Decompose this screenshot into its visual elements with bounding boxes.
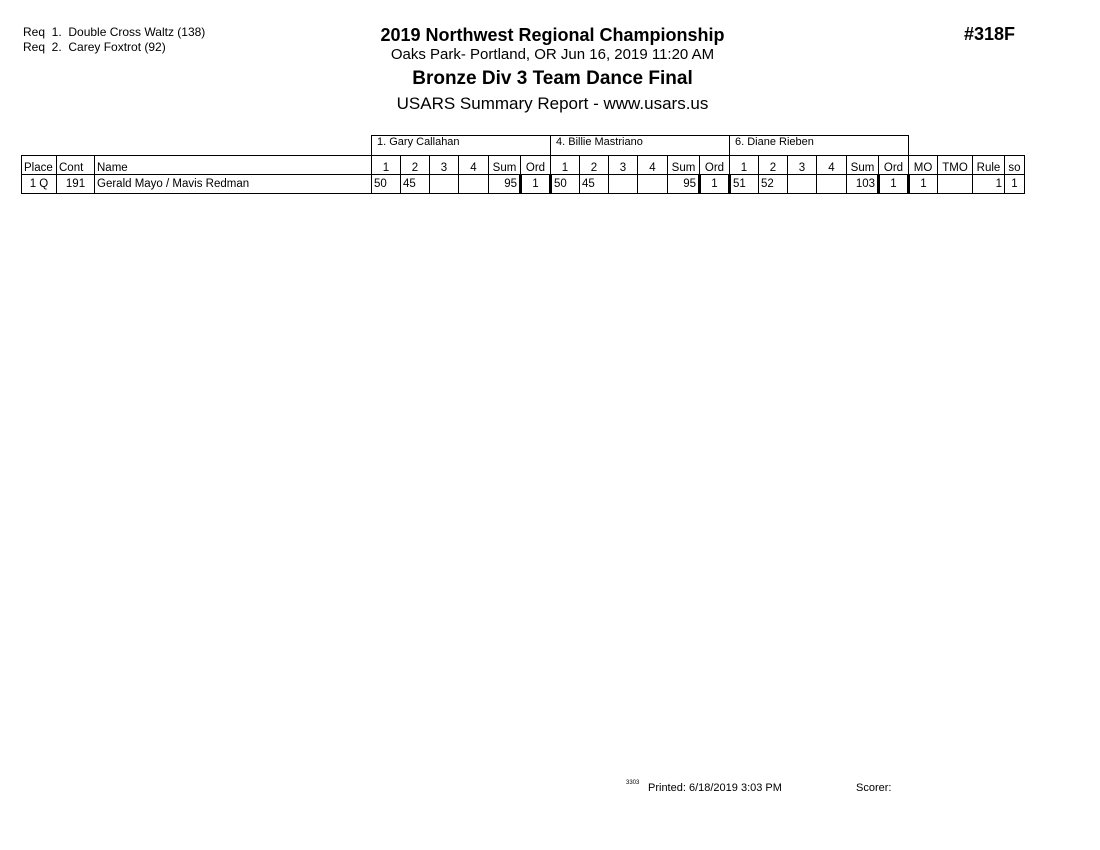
row-j2-3 <box>609 175 638 194</box>
col-cont: Cont <box>57 156 95 175</box>
row-j3-sum: 103 <box>847 175 879 194</box>
row-j1-4 <box>459 175 489 194</box>
col-j3-2: 2 <box>759 156 788 175</box>
row-j3-3 <box>788 175 817 194</box>
row-j3-ord: 1 <box>879 175 909 194</box>
col-rule: Rule <box>973 156 1005 175</box>
row-j2-2: 45 <box>580 175 609 194</box>
row-j2-sum: 95 <box>668 175 700 194</box>
row-place: 1 Q <box>22 175 57 194</box>
row-cont: 191 <box>57 175 95 194</box>
judge-2-name: 4. Billie Mastriano <box>551 136 730 156</box>
judge-3-name: 6. Diane Rieben <box>730 136 909 156</box>
results-table <box>21 135 1025 194</box>
row-j1-3 <box>430 175 459 194</box>
row-j2-1: 50 <box>551 175 580 194</box>
row-so: 1 <box>1005 175 1025 194</box>
judge-1-name: 1. Gary Callahan <box>372 136 551 156</box>
competition-location: Oaks Park- Portland, OR Jun 16, 2019 11:20 AM <box>390 46 715 63</box>
col-j3-ord: Ord <box>879 156 909 175</box>
col-j1-3: 3 <box>430 156 459 175</box>
col-j2-sum: Sum <box>668 156 700 175</box>
col-mo: MO <box>909 156 938 175</box>
report-subtitle: USARS Summary Report - www.usars.us <box>396 94 709 113</box>
col-j1-ord: Ord <box>521 156 551 175</box>
col-j2-2: 2 <box>580 156 609 175</box>
row-j3-1: 51 <box>730 175 759 194</box>
requirements-list <box>23 25 205 55</box>
col-j2-1: 1 <box>551 156 580 175</box>
row-tmo <box>938 175 973 194</box>
row-name: Gerald Mayo / Mavis Redman <box>95 175 372 194</box>
col-so: so <box>1005 156 1025 175</box>
col-j3-4: 4 <box>817 156 847 175</box>
col-j3-sum: Sum <box>847 156 879 175</box>
row-j1-2: 45 <box>401 175 430 194</box>
col-j1-2: 2 <box>401 156 430 175</box>
judge-row-spacer <box>22 136 372 156</box>
row-j1-ord: 1 <box>521 175 551 194</box>
requirement-2: Req 2. Carey Foxtrot (92) <box>23 40 166 54</box>
col-j1-4: 4 <box>459 156 489 175</box>
col-j2-3: 3 <box>609 156 638 175</box>
judge-header-row <box>22 136 1025 156</box>
col-name: Name <box>95 156 372 175</box>
table-row <box>22 175 1025 194</box>
footer-printed: Printed: 6/18/2019 3:03 PM <box>648 782 782 794</box>
col-tmo: TMO <box>938 156 973 175</box>
event-title: Bronze Div 3 Team Dance Final <box>412 68 693 89</box>
row-j2-ord: 1 <box>700 175 730 194</box>
col-j1-1: 1 <box>372 156 401 175</box>
event-number: #318F <box>964 24 1016 44</box>
col-j3-1: 1 <box>730 156 759 175</box>
col-j2-4: 4 <box>638 156 668 175</box>
judge-row-spacer-end <box>909 136 1025 156</box>
col-j1-sum: Sum <box>489 156 521 175</box>
col-place: Place <box>22 156 57 175</box>
row-rule: 1 <box>973 175 1005 194</box>
row-mo: 1 <box>909 175 938 194</box>
footer-code: 3303 <box>626 780 640 786</box>
competition-title: 2019 Northwest Regional Championship <box>380 25 725 45</box>
row-j1-1: 50 <box>372 175 401 194</box>
row-j3-2: 52 <box>759 175 788 194</box>
footer-scorer: Scorer: <box>856 782 892 794</box>
report-header <box>300 24 805 116</box>
row-j1-sum: 95 <box>489 175 521 194</box>
col-j2-ord: Ord <box>700 156 730 175</box>
requirement-1: Req 1. Double Cross Waltz (138) <box>23 25 206 39</box>
col-j3-3: 3 <box>788 156 817 175</box>
row-j2-4 <box>638 175 668 194</box>
column-header-row <box>22 156 1025 175</box>
row-j3-4 <box>817 175 847 194</box>
